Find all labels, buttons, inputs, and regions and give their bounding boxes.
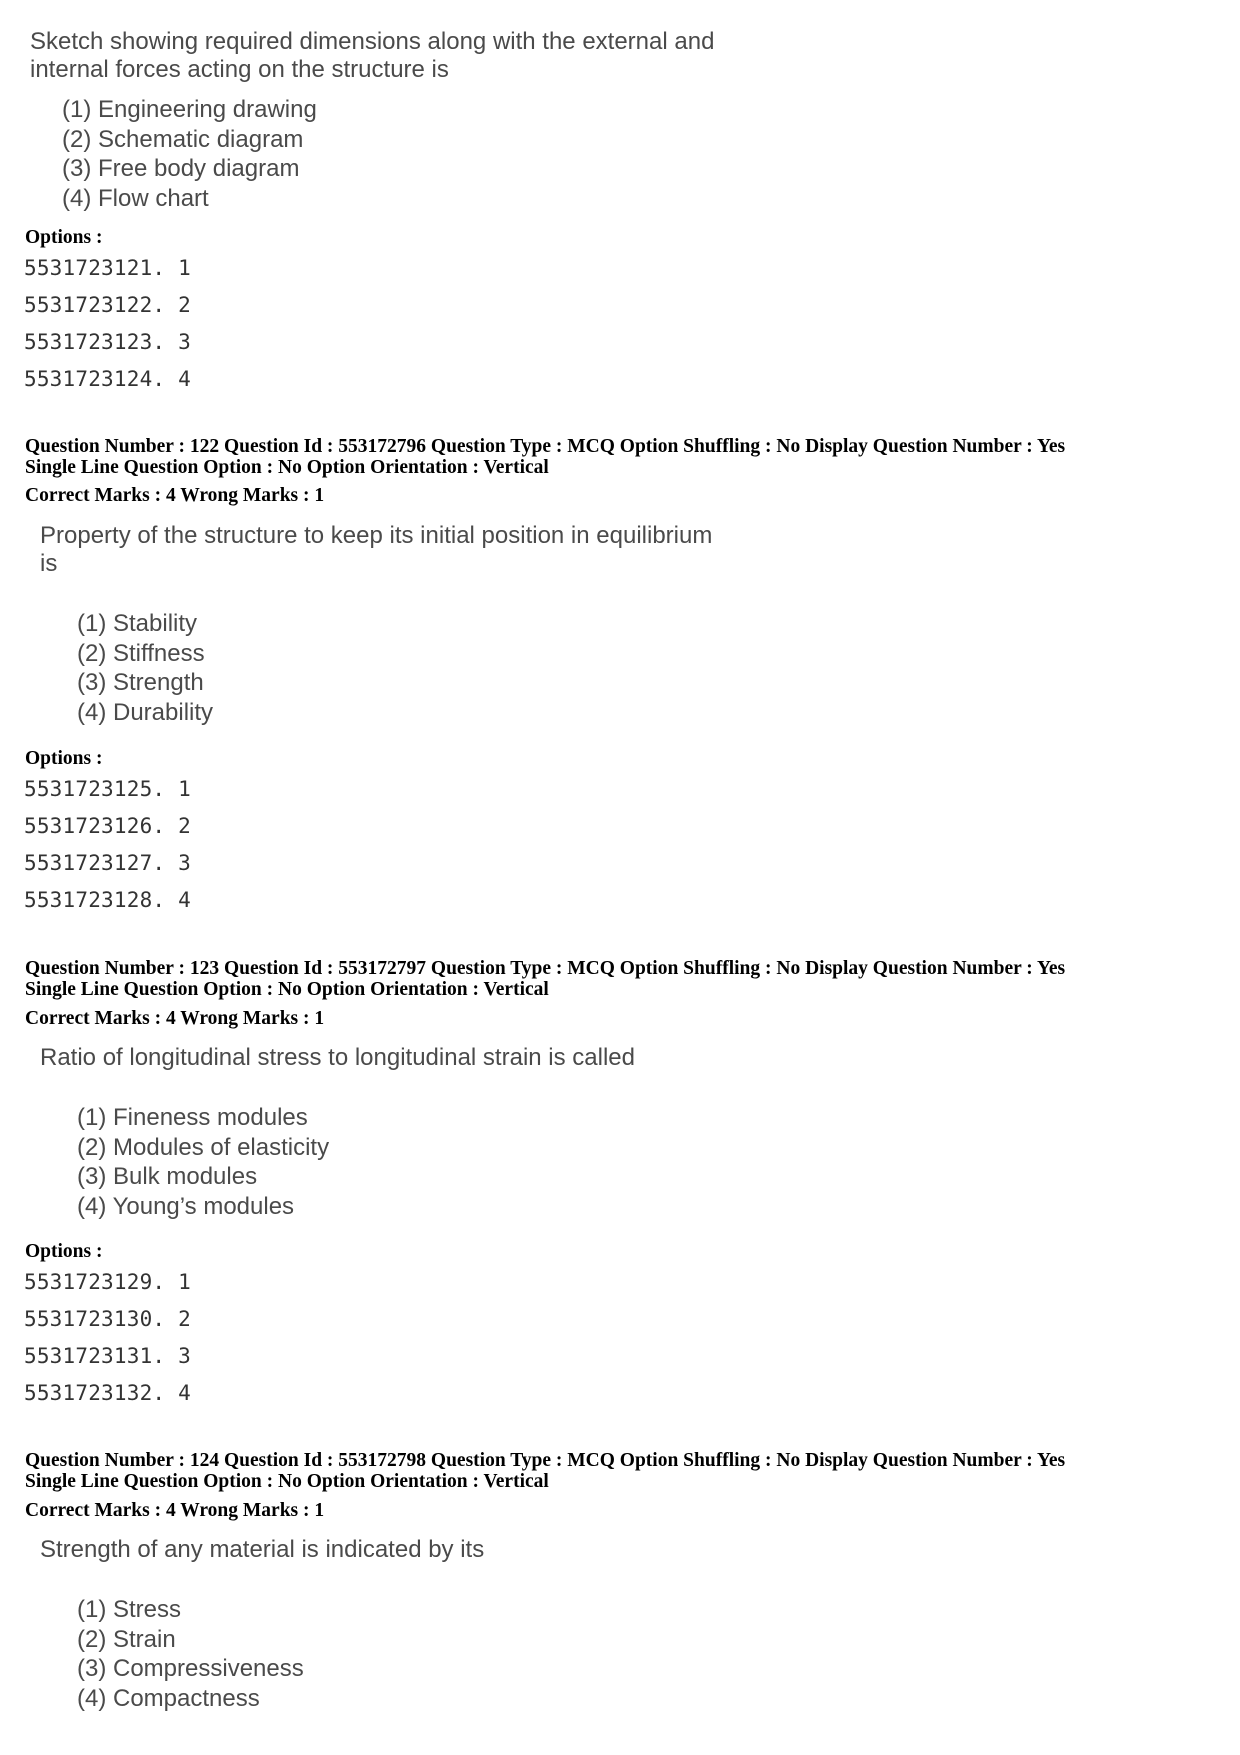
question-text: Ratio of longitudinal stress to longitudinal strain is called <box>40 1044 635 1071</box>
options-label: Options : <box>25 1241 103 1262</box>
question-text: Property of the structure to keep its initial position in equilibrium is <box>40 522 713 577</box>
choice-item: (3) Free body diagram <box>62 155 300 182</box>
option-id: 5531723130. 2 <box>24 1307 191 1331</box>
option-id: 5531723123. 3 <box>24 330 191 354</box>
option-id: 5531723129. 1 <box>24 1270 191 1294</box>
choice-item: (3) Strength <box>77 669 204 696</box>
option-id-list <box>24 771 191 919</box>
choice-item: (4) Durability <box>77 698 214 726</box>
question-meta-line: Single Line Question Option : No Option Orientation : Vertical <box>25 979 549 1000</box>
choice-item: (1) Fineness modules <box>77 1104 308 1131</box>
marks-line: Correct Marks : 4 Wrong Marks : 1 <box>25 485 325 506</box>
question-meta-line: Question Number : 122 Question Id : 553172796 Question Type : MCQ Option Shuffling : No Display Question Number : Yes <box>25 436 1066 457</box>
option-id: 5531723127. 3 <box>24 851 191 875</box>
choice-item: (2) Schematic diagram <box>62 125 304 153</box>
question-meta-line: Question Number : 123 Question Id : 553172797 Question Type : MCQ Option Shuffling : No Display Question Number : Yes <box>25 958 1066 979</box>
marks-line: Correct Marks : 4 Wrong Marks : 1 <box>25 1500 325 1521</box>
choice-item: (4) Young’s modules <box>77 1192 295 1220</box>
choice-item: (4) Flow chart <box>62 184 209 212</box>
question-header <box>25 436 1065 478</box>
choice-list <box>77 1595 304 1713</box>
option-id: 5531723121. 1 <box>24 256 191 280</box>
option-id: 5531723124. 4 <box>24 367 191 391</box>
choice-item: (2) Strain <box>77 1625 176 1653</box>
choice-item: (2) Modules of elasticity <box>77 1133 330 1161</box>
option-id: 5531723131. 3 <box>24 1344 191 1368</box>
choice-item: (4) Compactness <box>77 1684 260 1712</box>
question-text: Strength of any material is indicated by its <box>40 1536 485 1563</box>
question-text: Sketch showing required dimensions along with the external and internal forces acting on the structure is <box>30 28 715 83</box>
question-header <box>25 1450 1065 1492</box>
choice-item: (1) Engineering drawing <box>62 96 317 123</box>
question-header <box>25 958 1065 1000</box>
choice-item: (1) Stability <box>77 610 198 637</box>
choice-item: (3) Bulk modules <box>77 1163 258 1190</box>
option-id-list <box>24 1264 191 1412</box>
question-meta-line: Question Number : 124 Question Id : 553172798 Question Type : MCQ Option Shuffling : No Display Question Number : Yes <box>25 1450 1066 1471</box>
question-meta-line: Single Line Question Option : No Option Orientation : Vertical <box>25 1471 549 1492</box>
option-id: 5531723122. 2 <box>24 293 191 317</box>
choice-item: (1) Stress <box>77 1596 182 1623</box>
option-id-list <box>24 250 191 398</box>
choice-list <box>77 609 213 727</box>
choice-item: (2) Stiffness <box>77 639 205 667</box>
question-meta-line: Single Line Question Option : No Option Orientation : Vertical <box>25 457 549 478</box>
option-id: 5531723128. 4 <box>24 888 191 912</box>
marks-line: Correct Marks : 4 Wrong Marks : 1 <box>25 1008 325 1029</box>
option-id: 5531723126. 2 <box>24 814 191 838</box>
choice-list <box>62 95 317 213</box>
choice-item: (3) Compressiveness <box>77 1655 304 1682</box>
option-id: 5531723125. 1 <box>24 777 191 801</box>
option-id: 5531723132. 4 <box>24 1381 191 1405</box>
options-label: Options : <box>25 227 103 248</box>
choice-list <box>77 1103 329 1221</box>
options-label: Options : <box>25 748 103 769</box>
